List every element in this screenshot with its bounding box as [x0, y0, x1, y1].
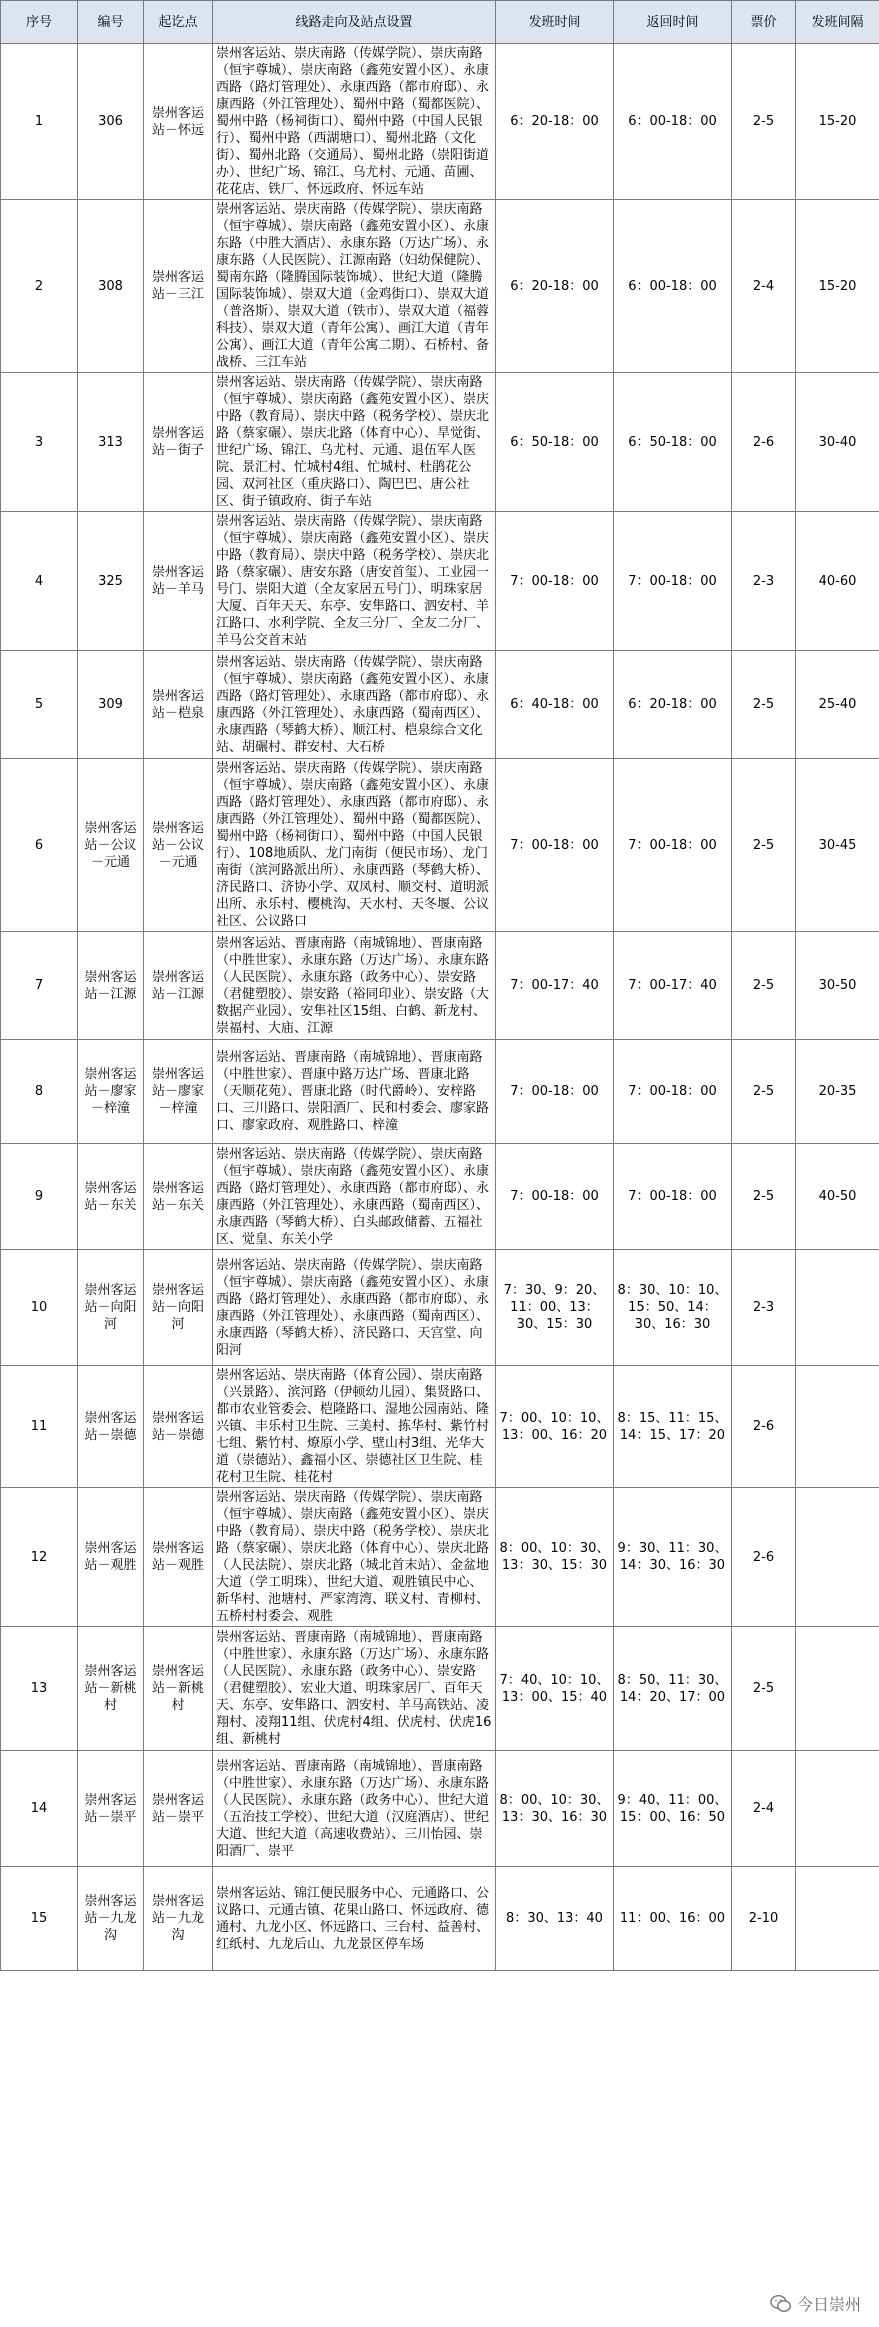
route-code: 崇州客运站－向阳河 [78, 1250, 144, 1366]
header-start: 起讫点 [144, 1, 213, 44]
table-row [1, 1751, 879, 1867]
table-row [1, 1366, 879, 1488]
row-number: 15 [1, 1867, 78, 1971]
interval [796, 1627, 879, 1751]
departure-times: 7：40、10：10、13：00、15：40 [496, 1627, 614, 1751]
table-row [1, 373, 879, 512]
route-code: 崇州客运站－崇德 [78, 1366, 144, 1488]
table-row [1, 651, 879, 759]
table-row [1, 1627, 879, 1751]
header-code: 编号 [78, 1, 144, 44]
route-stops: 崇州客运站、晋康南路（南城锦地）、晋康南路（中胜世家）、晋康中路万达广场、晋康北路（天顺花苑）、晋康北路（时代爵岭）、安梓路口、三川路口、崇阳酒厂、民和村委会、廖家路口、廖家政府、观胜路口、梓潼 [213, 1040, 496, 1144]
return-times: 9：30、11：30、14：30、16：30 [614, 1488, 732, 1627]
return-times: 8：50、11：30、14：20、17：00 [614, 1627, 732, 1751]
header-interval: 发班间隔 [796, 1, 879, 44]
route-endpoints: 崇州客运站－崇德 [144, 1366, 213, 1488]
departure-times: 6：20-18：00 [496, 44, 614, 200]
interval: 30-50 [796, 932, 879, 1040]
table-row [1, 200, 879, 373]
table-row [1, 512, 879, 651]
row-number: 9 [1, 1144, 78, 1250]
route-stops: 崇州客运站、晋康南路（南城锦地）、晋康南路（中胜世家）、永康东路（万达广场）、永康东路（人民医院）、永康东路（政务中心）、崇安路（君健塑胶）、崇安路（裕同印业）、崇安路（大数据产业园）、安隼社区15组、白鹤、新龙村、崇福村、大庙、江源 [213, 932, 496, 1040]
route-stops: 崇州客运站、崇庆南路（传媒学院）、崇庆南路（恒宇尊城）、崇庆南路（鑫苑安置小区）、永康东路（中胜大酒店）、永康东路（万达广场）、永康东路（人民医院）、江源南路（妇幼保健院）、蜀南东路（隆腾国际装饰城）、世纪大道（隆腾国际装饰城）、崇双大道（金鸡街口）、崇双大道（普洛斯）、崇双大道（铁市）、崇双大道（福蓉科技）、崇双大道（青年公寓）、画江大道（青年公寓）、画江大道（青年公寓二期）、石桥村、备战桥、三江车站 [213, 200, 496, 373]
row-number: 6 [1, 759, 78, 932]
departure-times: 7：00-18：00 [496, 759, 614, 932]
return-times: 9：40、11：00、15：00、16：50 [614, 1751, 732, 1867]
return-times: 6：20-18：00 [614, 651, 732, 759]
route-stops: 崇州客运站、崇庆南路（传媒学院）、崇庆南路（恒宇尊城）、崇庆南路（鑫苑安置小区）、永康西路（路灯管理处）、永康西路（都市府邸）、永康西路（外江管理处）、永康西路（蜀南西区）、永康西路（琴鹤大桥）、济民路口、天宫堂、向阳河 [213, 1250, 496, 1366]
return-times: 6：00-18：00 [614, 44, 732, 200]
departure-times: 8：00、10：30、13：30、16：30 [496, 1751, 614, 1867]
fare: 2-4 [732, 1751, 796, 1867]
route-stops: 崇州客运站、晋康南路（南城锦地）、晋康南路（中胜世家）、永康东路（万达广场）、永康东路（人民医院）、永康东路（政务中心）、世纪大道（五治技工学校）、世纪大道（汉庭酒店）、世纪大道、世纪大道（高速收费站）、三川怡园、崇阳酒厂、崇平 [213, 1751, 496, 1867]
fare: 2-3 [732, 1250, 796, 1366]
interval: 15-20 [796, 200, 879, 373]
interval: 40-50 [796, 1144, 879, 1250]
row-number: 11 [1, 1366, 78, 1488]
route-stops: 崇州客运站、锦江便民服务中心、元通路口、公议路口、元通古镇、花果山路口、怀远政府、德通村、九龙小区、怀远路口、三台村、益善村、红纸村、九龙后山、九龙景区停车场 [213, 1867, 496, 1971]
interval [796, 1488, 879, 1627]
route-endpoints: 崇州客运站－三江 [144, 200, 213, 373]
departure-times: 7：00-18：00 [496, 512, 614, 651]
interval: 25-40 [796, 651, 879, 759]
header-return: 返回时间 [614, 1, 732, 44]
route-code: 崇州客运站－廖家－梓潼 [78, 1040, 144, 1144]
return-times: 7：00-18：00 [614, 512, 732, 651]
route-code: 崇州客运站－东关 [78, 1144, 144, 1250]
return-times: 7：00-18：00 [614, 759, 732, 932]
return-times: 7：00-17：40 [614, 932, 732, 1040]
header-route: 线路走向及站点设置 [213, 1, 496, 44]
interval [796, 1867, 879, 1971]
route-endpoints: 崇州客运站－公议－元通 [144, 759, 213, 932]
departure-times: 6：50-18：00 [496, 373, 614, 512]
table-row [1, 1144, 879, 1250]
route-code: 崇州客运站－新桃村 [78, 1627, 144, 1751]
route-stops: 崇州客运站、崇庆南路（传媒学院）、崇庆南路（恒宇尊城）、崇庆南路（鑫苑安置小区）、崇庆中路（教育局）、崇庆中路（税务学校）、崇庆北路（蔡家碾）、崇庆北路（体育中心）、崇庆北路（人民法院）、崇庆北路（城北首末站）、金盆地大道（学工明珠）、世纪大道、观胜镇民中心、新华村、池塘村、严家湾湾、联义村、青柳村、五桥村村委会、观胜 [213, 1488, 496, 1627]
route-stops: 崇州客运站、崇庆南路（传媒学院）、崇庆南路（恒宇尊城）、崇庆南路（鑫苑安置小区）、永康西路（路灯管理处）、永康西路（都市府邸）、永康西路（外江管理处）、蜀州中路（蜀都医院）、蜀州中路（杨祠街口）、蜀州中路（中国人民银行）、蜀州中路（西湖塘口）、蜀州北路（文化街）、蜀州北路（交通局）、蜀州北路（崇阳街道办）、世纪广场、锦江、乌尤村、元通、苗圃、花花店、铁厂、怀远政府、怀远车站 [213, 44, 496, 200]
interval: 40-60 [796, 512, 879, 651]
departure-times: 8：00、10：30、13：30、15：30 [496, 1488, 614, 1627]
route-stops: 崇州客运站、崇庆南路（传媒学院）、崇庆南路（恒宇尊城）、崇庆南路（鑫苑安置小区）、永康西路（路灯管理处）、永康西路（都市府邸）、永康西路（外江管理处）、永康西路（蜀南西区）、永康西路（琴鹤大桥）、白头邮政储蓄、五福社区、觉皇、东关小学 [213, 1144, 496, 1250]
return-times: 7：00-18：00 [614, 1040, 732, 1144]
route-code: 崇州客运站－崇平 [78, 1751, 144, 1867]
route-endpoints: 崇州客运站－廖家－梓潼 [144, 1040, 213, 1144]
return-times: 6：00-18：00 [614, 200, 732, 373]
fare: 2-5 [732, 1040, 796, 1144]
row-number: 10 [1, 1250, 78, 1366]
interval [796, 1250, 879, 1366]
departure-times: 7：00-17：40 [496, 932, 614, 1040]
route-stops: 崇州客运站、崇庆南路（体育公园）、崇庆南路（兴景路）、滨河路（伊顿幼儿园）、集贤路口、都市农业管委会、桤隆路口、湿地公园南站、隆兴镇、丰乐村卫生院、三美村、拣华村、紫竹村七组、紫竹村、燎原小学、壁山村3组、光华大道（崇德站）、鑫福小区、崇德社区卫生院、桂花村卫生院、桂花村 [213, 1366, 496, 1488]
interval [796, 1751, 879, 1867]
route-code: 308 [78, 200, 144, 373]
interval: 30-40 [796, 373, 879, 512]
row-number: 8 [1, 1040, 78, 1144]
return-times: 8：15、11：15、14：15、17：20 [614, 1366, 732, 1488]
departure-times: 6：40-18：00 [496, 651, 614, 759]
departure-times: 7：00-18：00 [496, 1144, 614, 1250]
route-endpoints: 崇州客运站－观胜 [144, 1488, 213, 1627]
route-code: 313 [78, 373, 144, 512]
fare: 2-5 [732, 932, 796, 1040]
route-endpoints: 崇州客运站－怀远 [144, 44, 213, 200]
departure-times: 7：00、10：10、13：00、16：20 [496, 1366, 614, 1488]
header-depart: 发班时间 [496, 1, 614, 44]
route-endpoints: 崇州客运站－桤泉 [144, 651, 213, 759]
fare: 2-4 [732, 200, 796, 373]
route-code: 崇州客运站－江源 [78, 932, 144, 1040]
row-number: 1 [1, 44, 78, 200]
fare: 2-5 [732, 651, 796, 759]
interval: 20-35 [796, 1040, 879, 1144]
watermark [766, 2290, 865, 2317]
table-row [1, 1867, 879, 1971]
wechat-icon [770, 2294, 792, 2314]
route-endpoints: 崇州客运站－东关 [144, 1144, 213, 1250]
return-times: 6：50-18：00 [614, 373, 732, 512]
interval [796, 1366, 879, 1488]
route-code: 306 [78, 44, 144, 200]
fare: 2-5 [732, 44, 796, 200]
row-number: 7 [1, 932, 78, 1040]
row-number: 12 [1, 1488, 78, 1627]
return-times: 8：30、10：10、15：50、14：30、16：30 [614, 1250, 732, 1366]
interval: 15-20 [796, 44, 879, 200]
fare: 2-6 [732, 1488, 796, 1627]
row-number: 3 [1, 373, 78, 512]
row-number: 5 [1, 651, 78, 759]
fare: 2-5 [732, 1144, 796, 1250]
return-times: 11：00、16：00 [614, 1867, 732, 1971]
route-stops: 崇州客运站、崇庆南路（传媒学院）、崇庆南路（恒宇尊城）、崇庆南路（鑫苑安置小区）、永康西路（路灯管理处）、永康西路（都市府邸）、永康西路（外江管理处）、永康西路（蜀南西区）、永康西路（琴鹤大桥）、顺江村、桤泉综合文化站、胡碾村、群安村、大石桥 [213, 651, 496, 759]
fare: 2-10 [732, 1867, 796, 1971]
route-endpoints: 崇州客运站－街子 [144, 373, 213, 512]
table-row [1, 759, 879, 932]
row-number: 2 [1, 200, 78, 373]
route-code: 崇州客运站－九龙沟 [78, 1867, 144, 1971]
fare: 2-5 [732, 759, 796, 932]
fare: 2-6 [732, 1366, 796, 1488]
route-stops: 崇州客运站、崇庆南路（传媒学院）、崇庆南路（恒宇尊城）、崇庆南路（鑫苑安置小区）、崇庆中路（教育局）、崇庆中路（税务学校）、崇庆北路（蔡家碾）、唐安东路（唐安首玺）、工业园一号门、崇阳大道（全友家居五号门）、明珠家居大厦、百年天天、东亭、安隼路口、泗安村、羊江路口、水利学院、全友三分厂、全友二分厂、羊马公交首末站 [213, 512, 496, 651]
route-endpoints: 崇州客运站－江源 [144, 932, 213, 1040]
table-row [1, 1488, 879, 1627]
route-code: 崇州客运站－公议－元通 [78, 759, 144, 932]
fare: 2-3 [732, 512, 796, 651]
fare: 2-6 [732, 373, 796, 512]
route-endpoints: 崇州客运站－羊马 [144, 512, 213, 651]
row-number: 4 [1, 512, 78, 651]
route-stops: 崇州客运站、崇庆南路（传媒学院）、崇庆南路（恒宇尊城）、崇庆南路（鑫苑安置小区）、永康西路（路灯管理处）、永康西路（都市府邸）、永康西路（外江管理处）、蜀州中路（蜀都医院）、蜀州中路（杨祠街口）、蜀州中路（中国人民银行）、108地质队、龙门南街（便民市场）、龙门南街（滨河路派出所）、永康西路（琴鹤大桥）、济民路口、济协小学、双凤村、顺交村、道明派出所、永乐村、樱桃沟、天水村、天冬堰、公议社区、公议路口 [213, 759, 496, 932]
route-endpoints: 崇州客运站－向阳河 [144, 1250, 213, 1366]
table-row [1, 1040, 879, 1144]
row-number: 13 [1, 1627, 78, 1751]
table-row [1, 44, 879, 200]
return-times: 7：00-18：00 [614, 1144, 732, 1250]
table-header-row [1, 1, 879, 44]
departure-times: 8：30、13：40 [496, 1867, 614, 1971]
fare: 2-5 [732, 1627, 796, 1751]
header-no: 序号 [1, 1, 78, 44]
table-row [1, 1250, 879, 1366]
table-row [1, 932, 879, 1040]
route-endpoints: 崇州客运站－新桃村 [144, 1627, 213, 1751]
route-stops: 崇州客运站、晋康南路（南城锦地）、晋康南路（中胜世家）、永康东路（万达广场）、永康东路（人民医院）、永康东路（政务中心）、崇安路（君健塑胶）、宏业大道、明珠家居厂、百年天天、东亭、安隼路口、泗安村、羊马高铁站、凌翔村、凌翔11组、伏虎村4组、伏虎村、伏虎16组、新桃村 [213, 1627, 496, 1751]
departure-times: 6：20-18：00 [496, 200, 614, 373]
route-endpoints: 崇州客运站－九龙沟 [144, 1867, 213, 1971]
row-number: 14 [1, 1751, 78, 1867]
departure-times: 7：00-18：00 [496, 1040, 614, 1144]
route-code: 崇州客运站－观胜 [78, 1488, 144, 1627]
route-endpoints: 崇州客运站－崇平 [144, 1751, 213, 1867]
header-fare: 票价 [732, 1, 796, 44]
interval: 30-45 [796, 759, 879, 932]
watermark-text: 今日崇州 [796, 2295, 861, 2314]
route-stops: 崇州客运站、崇庆南路（传媒学院）、崇庆南路（恒宇尊城）、崇庆南路（鑫苑安置小区）、崇庆中路（教育局）、崇庆中路（税务学校）、崇庆北路（蔡家碾）、崇庆北路（体育中心）、旱觉街、世纪广场、锦江、乌尤村、元通、退伍军人医院、景汇村、忙城村4组、忙城村、杜鹃花公园、双河社区（重庆路口）、陶巴巴、唐公社区、街子镇政府、街子车站 [213, 373, 496, 512]
route-code: 325 [78, 512, 144, 651]
route-code: 309 [78, 651, 144, 759]
departure-times: 7：30、9：20、11：00、13：30、15：30 [496, 1250, 614, 1366]
